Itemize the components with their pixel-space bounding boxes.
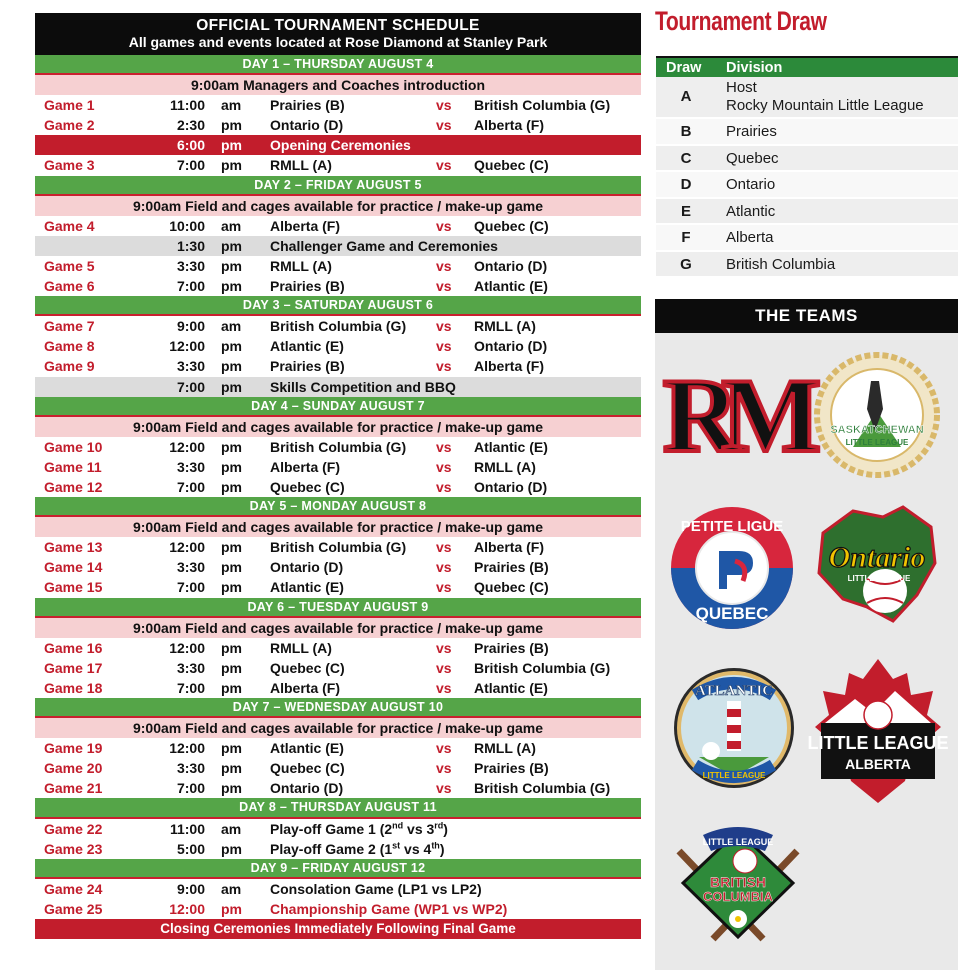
schedule-note: 9:00am Managers and Coaches introduction [35, 75, 641, 95]
game-number: Game 7 [44, 318, 95, 335]
event-name: Opening Ceremonies [270, 137, 411, 154]
game-ampm: am [221, 880, 242, 897]
versus-label: vs [436, 318, 452, 335]
versus-label: vs [436, 338, 452, 355]
home-team: Alberta (F) [270, 217, 340, 234]
game-time: 2:30 [176, 117, 205, 134]
versus-label: vs [436, 217, 452, 234]
game-row [35, 276, 641, 296]
british-columbia-logo-text-3: COLUMBIA [702, 889, 774, 904]
game-ampm: pm [221, 257, 242, 274]
versus-label: vs [436, 358, 452, 375]
away-team: Prairies (B) [474, 760, 549, 777]
game-number: Game 17 [44, 659, 103, 676]
away-team: Quebec (C) [474, 217, 549, 234]
game-number: Game 18 [44, 679, 103, 696]
game-ampm: pm [221, 579, 242, 596]
day-header: DAY 9 – FRIDAY AUGUST 12 [35, 859, 641, 879]
game-time: 7:00 [176, 579, 205, 596]
schedule-note: 9:00am Field and cages available for practice / make-up game [35, 417, 641, 437]
division-line: British Columbia [726, 255, 836, 273]
versus-label: vs [436, 458, 452, 475]
day-header: DAY 7 – WEDNESDAY AUGUST 10 [35, 698, 641, 718]
game-time: 3:30 [176, 458, 205, 475]
game-time: 7:00 [176, 780, 205, 797]
rmll-logo [662, 357, 804, 474]
game-number: Game 24 [44, 880, 103, 897]
draw-letter: A [680, 88, 692, 105]
game-row [35, 356, 641, 376]
division-line: Quebec [726, 149, 779, 167]
game-number: Game 3 [44, 157, 95, 174]
game-row [35, 778, 641, 798]
home-team: Prairies (B) [270, 278, 345, 295]
event-time: 6:00 [176, 137, 205, 154]
quebec-logo-text: PETITE LIGUE [680, 518, 784, 535]
game-time: 7:00 [176, 278, 205, 295]
playoff-row [35, 839, 641, 859]
game-event-name: Consolation Game (LP1 vs LP2) [270, 880, 482, 897]
game-ampm: am [221, 217, 242, 234]
home-team: Quebec (C) [270, 478, 345, 495]
game-ampm: pm [221, 760, 242, 777]
playoff-event-part: vs 4 [400, 840, 432, 857]
game-number: Game 2 [44, 117, 95, 134]
home-team: RMLL (A) [270, 257, 332, 274]
versus-label: vs [436, 438, 452, 455]
game-ampm: pm [221, 740, 242, 757]
draw-letter: B [680, 123, 692, 140]
versus-label: vs [436, 257, 452, 274]
home-team: Prairies (B) [270, 97, 345, 114]
event-ampm: pm [221, 137, 242, 154]
event-name: Challenger Game and Ceremonies [270, 237, 498, 254]
game-time: 3:30 [176, 760, 205, 777]
away-team: Prairies (B) [474, 639, 549, 656]
away-team: British Columbia (G) [474, 97, 611, 114]
versus-label: vs [436, 278, 452, 295]
teams-panel [655, 299, 958, 970]
draw-column-header: Draw [666, 60, 702, 76]
game-ampm: pm [221, 679, 242, 696]
game-row [35, 155, 641, 175]
game-time: 9:00 [176, 880, 205, 897]
game-ampm: am [221, 97, 242, 114]
game-row [35, 899, 641, 919]
draw-row [656, 146, 958, 173]
game-ampm: pm [221, 478, 242, 495]
game-number: Game 4 [44, 217, 95, 234]
game-row [35, 336, 641, 356]
game-number: Game 12 [44, 478, 103, 495]
atlantic-logo-text: ATLANTIC [694, 683, 774, 699]
game-ampm: pm [221, 659, 242, 676]
game-ampm: pm [221, 639, 242, 656]
away-team: Alberta (F) [474, 117, 544, 134]
game-time: 5:00 [176, 840, 205, 857]
away-team: Quebec (C) [474, 157, 549, 174]
home-team: Quebec (C) [270, 659, 345, 676]
game-ampm: am [221, 318, 242, 335]
versus-label: vs [436, 559, 452, 576]
schedule-subtitle: All games and events located at Rose Diamond at Stanley Park [128, 34, 548, 50]
tournament-schedule [35, 13, 641, 939]
game-time: 12:00 [169, 438, 205, 455]
event-ampm: pm [221, 237, 242, 254]
saskatchewan-logo-text: SASKATCHEWAN [830, 424, 924, 436]
division-line: Prairies [726, 123, 777, 140]
schedule-note: 9:00am Field and cages available for practice / make-up game [35, 618, 641, 638]
draw-row [656, 119, 958, 146]
division-name [726, 256, 835, 274]
british-columbia-logo-text-1: LITTLE LEAGUE [702, 837, 774, 847]
game-number: Game 11 [44, 458, 102, 475]
game-time: 7:00 [176, 679, 205, 696]
away-team: Alberta (F) [474, 539, 544, 556]
quebec-logo [669, 505, 795, 631]
day-header: DAY 2 – FRIDAY AUGUST 5 [35, 176, 641, 196]
home-team: Alberta (F) [270, 458, 340, 475]
game-row [35, 738, 641, 758]
game-time: 3:30 [176, 358, 205, 375]
game-number: Game 10 [44, 438, 103, 455]
playoff-event-part: ) [443, 820, 448, 837]
away-team: Quebec (C) [474, 579, 549, 596]
game-number: Game 23 [44, 840, 103, 857]
home-team: Ontario (D) [270, 117, 344, 134]
draw-rows [656, 77, 958, 278]
game-ampm: pm [221, 157, 242, 174]
schedule-note: 9:00am Field and cages available for practice / make-up game [35, 196, 641, 216]
game-ampm: pm [221, 900, 242, 917]
game-row [35, 658, 641, 678]
division-line: Ontario [726, 176, 776, 193]
schedule-header [35, 13, 641, 55]
versus-label: vs [436, 740, 452, 757]
saskatchewan-logo [813, 351, 941, 479]
game-time: 12:00 [169, 740, 205, 757]
game-number: Game 14 [44, 559, 103, 576]
game-number: Game 15 [44, 579, 103, 596]
event-ampm: pm [221, 378, 242, 395]
schedule-note: 9:00am Field and cages available for practice / make-up game [35, 718, 641, 738]
away-team: RMLL (A) [474, 740, 536, 757]
game-number: Game 21 [44, 780, 103, 797]
game-time: 3:30 [176, 559, 205, 576]
draw-row [656, 77, 958, 119]
versus-label: vs [436, 780, 452, 797]
game-row [35, 477, 641, 497]
alberta-logo-subtext: ALBERTA [845, 756, 911, 772]
playoff-event-part: nd [392, 819, 404, 830]
game-number: Game 25 [44, 900, 103, 917]
playoff-event-part: th [431, 840, 440, 850]
home-team: Atlantic (E) [270, 338, 344, 355]
game-number: Game 16 [44, 639, 103, 656]
away-team: Atlantic (E) [474, 278, 548, 295]
game-number: Game 13 [44, 539, 103, 556]
ontario-logo [813, 503, 941, 627]
game-ampm: am [221, 820, 242, 837]
home-team: Alberta (F) [270, 679, 340, 696]
game-time: 11:00 [169, 97, 205, 114]
game-time: 3:30 [176, 659, 205, 676]
versus-label: vs [436, 760, 452, 777]
event-name: Skills Competition and BBQ [270, 378, 456, 395]
versus-label: vs [436, 579, 452, 596]
game-row [35, 95, 641, 115]
away-team: RMLL (A) [474, 318, 536, 335]
closing-ceremonies-banner: Closing Ceremonies Immediately Following Final Game [35, 919, 641, 939]
schedule-note: 9:00am Field and cages available for practice / make-up game [35, 517, 641, 537]
draw-row [656, 225, 958, 252]
away-team: Alberta (F) [474, 358, 544, 375]
home-team: Ontario (D) [270, 780, 344, 797]
event-row [35, 377, 641, 397]
ontario-logo-text: Ontario [828, 541, 926, 574]
event-row [35, 236, 641, 256]
home-team: Quebec (C) [270, 760, 345, 777]
game-number: Game 8 [44, 338, 95, 355]
game-ampm: pm [221, 338, 242, 355]
game-event-name: Championship Game (WP1 vs WP2) [270, 900, 508, 917]
draw-row [656, 252, 958, 279]
home-team: RMLL (A) [270, 157, 332, 174]
away-team: Ontario (D) [474, 478, 548, 495]
game-time: 7:00 [176, 157, 205, 174]
game-ampm: pm [221, 278, 242, 295]
game-time: 12:00 [169, 639, 205, 656]
game-ampm: pm [221, 840, 242, 857]
teams-title: THE TEAMS [655, 299, 958, 333]
alberta-logo-text: LITTLE LEAGUE [807, 733, 949, 753]
game-number: Game 6 [44, 278, 95, 295]
draw-title: Tournament Draw [655, 6, 827, 36]
game-ampm: pm [221, 458, 242, 475]
day-header: DAY 4 – SUNDAY AUGUST 7 [35, 397, 641, 417]
draw-table [656, 56, 958, 278]
division-line: Rocky Mountain Little League [726, 97, 924, 114]
game-number: Game 19 [44, 740, 103, 757]
game-row [35, 678, 641, 698]
game-row [35, 638, 641, 658]
away-team: British Columbia (G) [474, 659, 611, 676]
draw-letter: E [680, 202, 691, 220]
versus-label: vs [436, 639, 452, 656]
division-name [726, 79, 924, 115]
day-header: DAY 5 – MONDAY AUGUST 8 [35, 497, 641, 517]
away-team: Prairies (B) [474, 559, 549, 576]
playoff-row [35, 819, 641, 839]
draw-letter: D [680, 176, 692, 193]
home-team: RMLL (A) [270, 639, 332, 656]
day-header: DAY 3 – SATURDAY AUGUST 6 [35, 296, 641, 316]
playoff-event-part: Play-off Game 1 (2 [270, 820, 393, 837]
playoff-event [270, 839, 444, 859]
event-row [35, 135, 641, 155]
versus-label: vs [436, 157, 452, 174]
division-name [726, 150, 779, 168]
draw-row [656, 199, 958, 226]
game-ampm: pm [221, 780, 242, 797]
away-team: British Columbia (G) [474, 780, 611, 797]
game-row [35, 537, 641, 557]
game-time: 10:00 [169, 217, 205, 234]
playoff-event-part: st [392, 840, 401, 850]
ontario-logo-subtext: LITTLE LEAGUE [847, 574, 911, 583]
home-team: British Columbia (G) [270, 318, 407, 335]
british-columbia-logo [673, 821, 803, 945]
away-team: Ontario (D) [474, 257, 548, 274]
day-header: DAY 6 – TUESDAY AUGUST 9 [35, 598, 641, 618]
away-team: Ontario (D) [474, 338, 548, 355]
versus-label: vs [436, 539, 452, 556]
division-name [726, 229, 774, 247]
home-team: Prairies (B) [270, 358, 345, 375]
event-time: 7:00 [176, 378, 205, 395]
home-team: British Columbia (G) [270, 539, 407, 556]
game-row [35, 437, 641, 457]
game-time: 11:00 [169, 820, 205, 837]
versus-label: vs [436, 97, 452, 114]
day-header: DAY 1 – THURSDAY AUGUST 4 [35, 55, 641, 75]
playoff-event-part: rd [434, 819, 444, 830]
draw-table-header [656, 56, 958, 77]
versus-label: vs [436, 478, 452, 495]
game-ampm: pm [221, 438, 242, 455]
game-row [35, 457, 641, 477]
schedule-rows [35, 55, 641, 939]
draw-row [656, 172, 958, 199]
day-header: DAY 8 – THURSDAY AUGUST 11 [35, 798, 641, 818]
away-team: Atlantic (E) [474, 679, 548, 696]
game-ampm: pm [221, 559, 242, 576]
versus-label: vs [436, 679, 452, 696]
event-time: 1:30 [176, 237, 205, 254]
away-team: Atlantic (E) [474, 438, 548, 455]
british-columbia-logo-text-2: BRITISH [710, 874, 766, 890]
game-ampm: pm [221, 358, 242, 375]
draw-letter: F [681, 229, 691, 246]
home-team: Atlantic (E) [270, 579, 344, 596]
game-row [35, 758, 641, 778]
playoff-event-part: ) [439, 840, 445, 857]
division-name [726, 123, 777, 141]
playoff-event-part: vs 3 [403, 820, 435, 837]
division-name [726, 176, 775, 194]
division-line: Alberta [726, 229, 774, 246]
game-time: 3:30 [176, 257, 205, 274]
rmll-logo-text: RM [662, 357, 804, 474]
away-team: RMLL (A) [474, 458, 536, 475]
draw-letter: G [680, 255, 692, 273]
game-time: 7:00 [176, 478, 205, 495]
game-row [35, 316, 641, 336]
game-row [35, 577, 641, 597]
game-ampm: pm [221, 117, 242, 134]
draw-letter: C [680, 149, 692, 167]
playoff-event-part: Play-off Game 2 (1 [270, 840, 393, 857]
atlantic-logo-subtext: LITTLE LEAGUE [702, 771, 766, 780]
game-row [35, 557, 641, 577]
game-number: Game 20 [44, 760, 103, 777]
game-number: Game 9 [44, 358, 95, 375]
game-time: 12:00 [169, 539, 205, 556]
division-name [726, 203, 775, 221]
versus-label: vs [436, 659, 452, 676]
versus-label: vs [436, 117, 452, 134]
home-team: British Columbia (G) [270, 438, 407, 455]
alberta-logo [807, 655, 949, 803]
game-time: 12:00 [169, 338, 205, 355]
home-team: Atlantic (E) [270, 740, 344, 757]
game-row [35, 216, 641, 236]
game-ampm: pm [221, 539, 242, 556]
game-number: Game 5 [44, 257, 95, 274]
game-time: 9:00 [176, 318, 205, 335]
game-row [35, 115, 641, 135]
schedule-title: OFFICIAL TOURNAMENT SCHEDULE [196, 17, 480, 34]
home-team: Ontario (D) [270, 559, 344, 576]
game-row [35, 256, 641, 276]
division-column-header: Division [726, 60, 783, 76]
division-line: Host [726, 79, 757, 96]
quebec-logo-subtext: QUEBEC [695, 604, 769, 623]
game-time: 12:00 [169, 900, 205, 917]
game-number: Game 22 [44, 820, 103, 837]
game-number: Game 1 [44, 97, 95, 114]
atlantic-logo [671, 665, 797, 791]
game-row [35, 879, 641, 899]
division-line: Atlantic [726, 202, 776, 220]
playoff-event [270, 819, 448, 839]
saskatchewan-logo-subtext: LITTLE LEAGUE [845, 438, 909, 447]
